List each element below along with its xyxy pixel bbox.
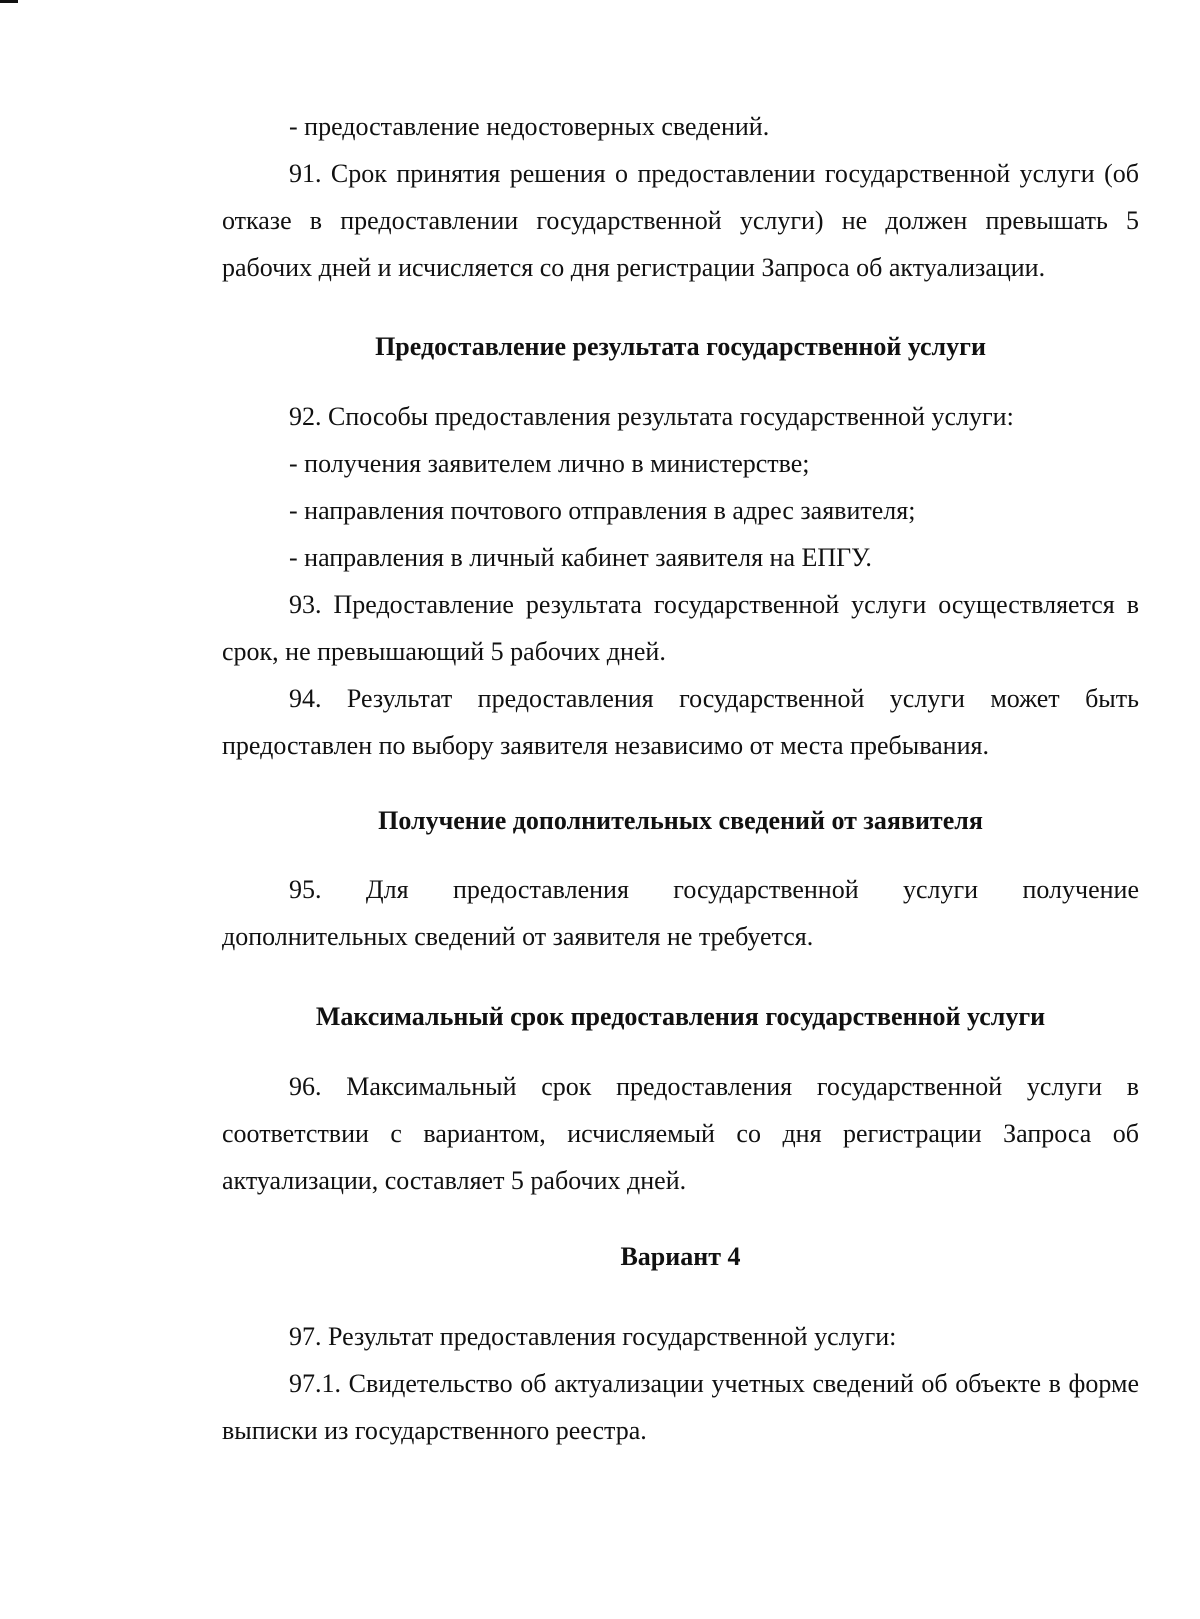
paragraph-92: 92. Способы предоставления результата государственной услуги: [289,402,1014,431]
scan-corner-mark [0,0,18,3]
paragraph-94: 94. Результат предоставления государственной услуги может быть предоставлен по выбору заявителя независимо от места пребывания. [222,684,1139,760]
text-column-92-94 [222,393,1139,769]
list-item-in-person: - получения заявителем лично в министерстве; [289,449,810,478]
section-result [222,323,1139,370]
text-column-95 [222,866,1139,960]
section-variant-4 [222,1233,1139,1280]
section-additional-info [222,797,1139,844]
paragraph-91: 91. Срок принятия решения о предоставлении государственной услуги (об отказе в предоставлении государственной услуги) не должен превышать 5 рабочих дней и исчисляется со дня регистрации Запроса об актуализации. [222,159,1139,282]
paragraph-unreliable-info: - предоставление недостоверных сведений. [289,112,770,141]
heading-additional-info: Получение дополнительных сведений от заявителя [378,806,983,835]
heading-variant-4: Вариант 4 [620,1242,741,1271]
paragraph-96: 96. Максимальный срок предоставления государственной услуги в соответствии с вариантом, исчисляемый со дня регистрации Запроса об актуализации, составляет 5 рабочих дней. [222,1072,1139,1195]
heading-max-term: Максимальный срок предоставления государственной услуги [315,1002,1046,1031]
text-column-96 [222,1063,1139,1204]
text-column [222,103,1139,291]
list-item-epgu: - направления в личный кабинет заявителя на ЕПГУ. [289,543,872,572]
section-max-term [222,993,1139,1040]
paragraph-97-1: 97.1. Свидетельство об актуализации учетных сведений об объекте в форме выписки из государственного реестра. [222,1369,1139,1445]
heading-result-provision: Предоставление результата государственной услуги [375,332,986,361]
paragraph-95: 95. Для предоставления государственной услуги получение дополнительных сведений от заявителя не требуется. [222,875,1139,951]
list-item-postal: - направления почтового отправления в адрес заявителя; [289,496,916,525]
paragraph-93: 93. Предоставление результата государственной услуги осуществляется в срок, не превышающий 5 рабочих дней. [222,590,1139,666]
text-column-97 [222,1313,1139,1454]
paragraph-97: 97. Результат предоставления государственной услуги: [289,1322,897,1351]
